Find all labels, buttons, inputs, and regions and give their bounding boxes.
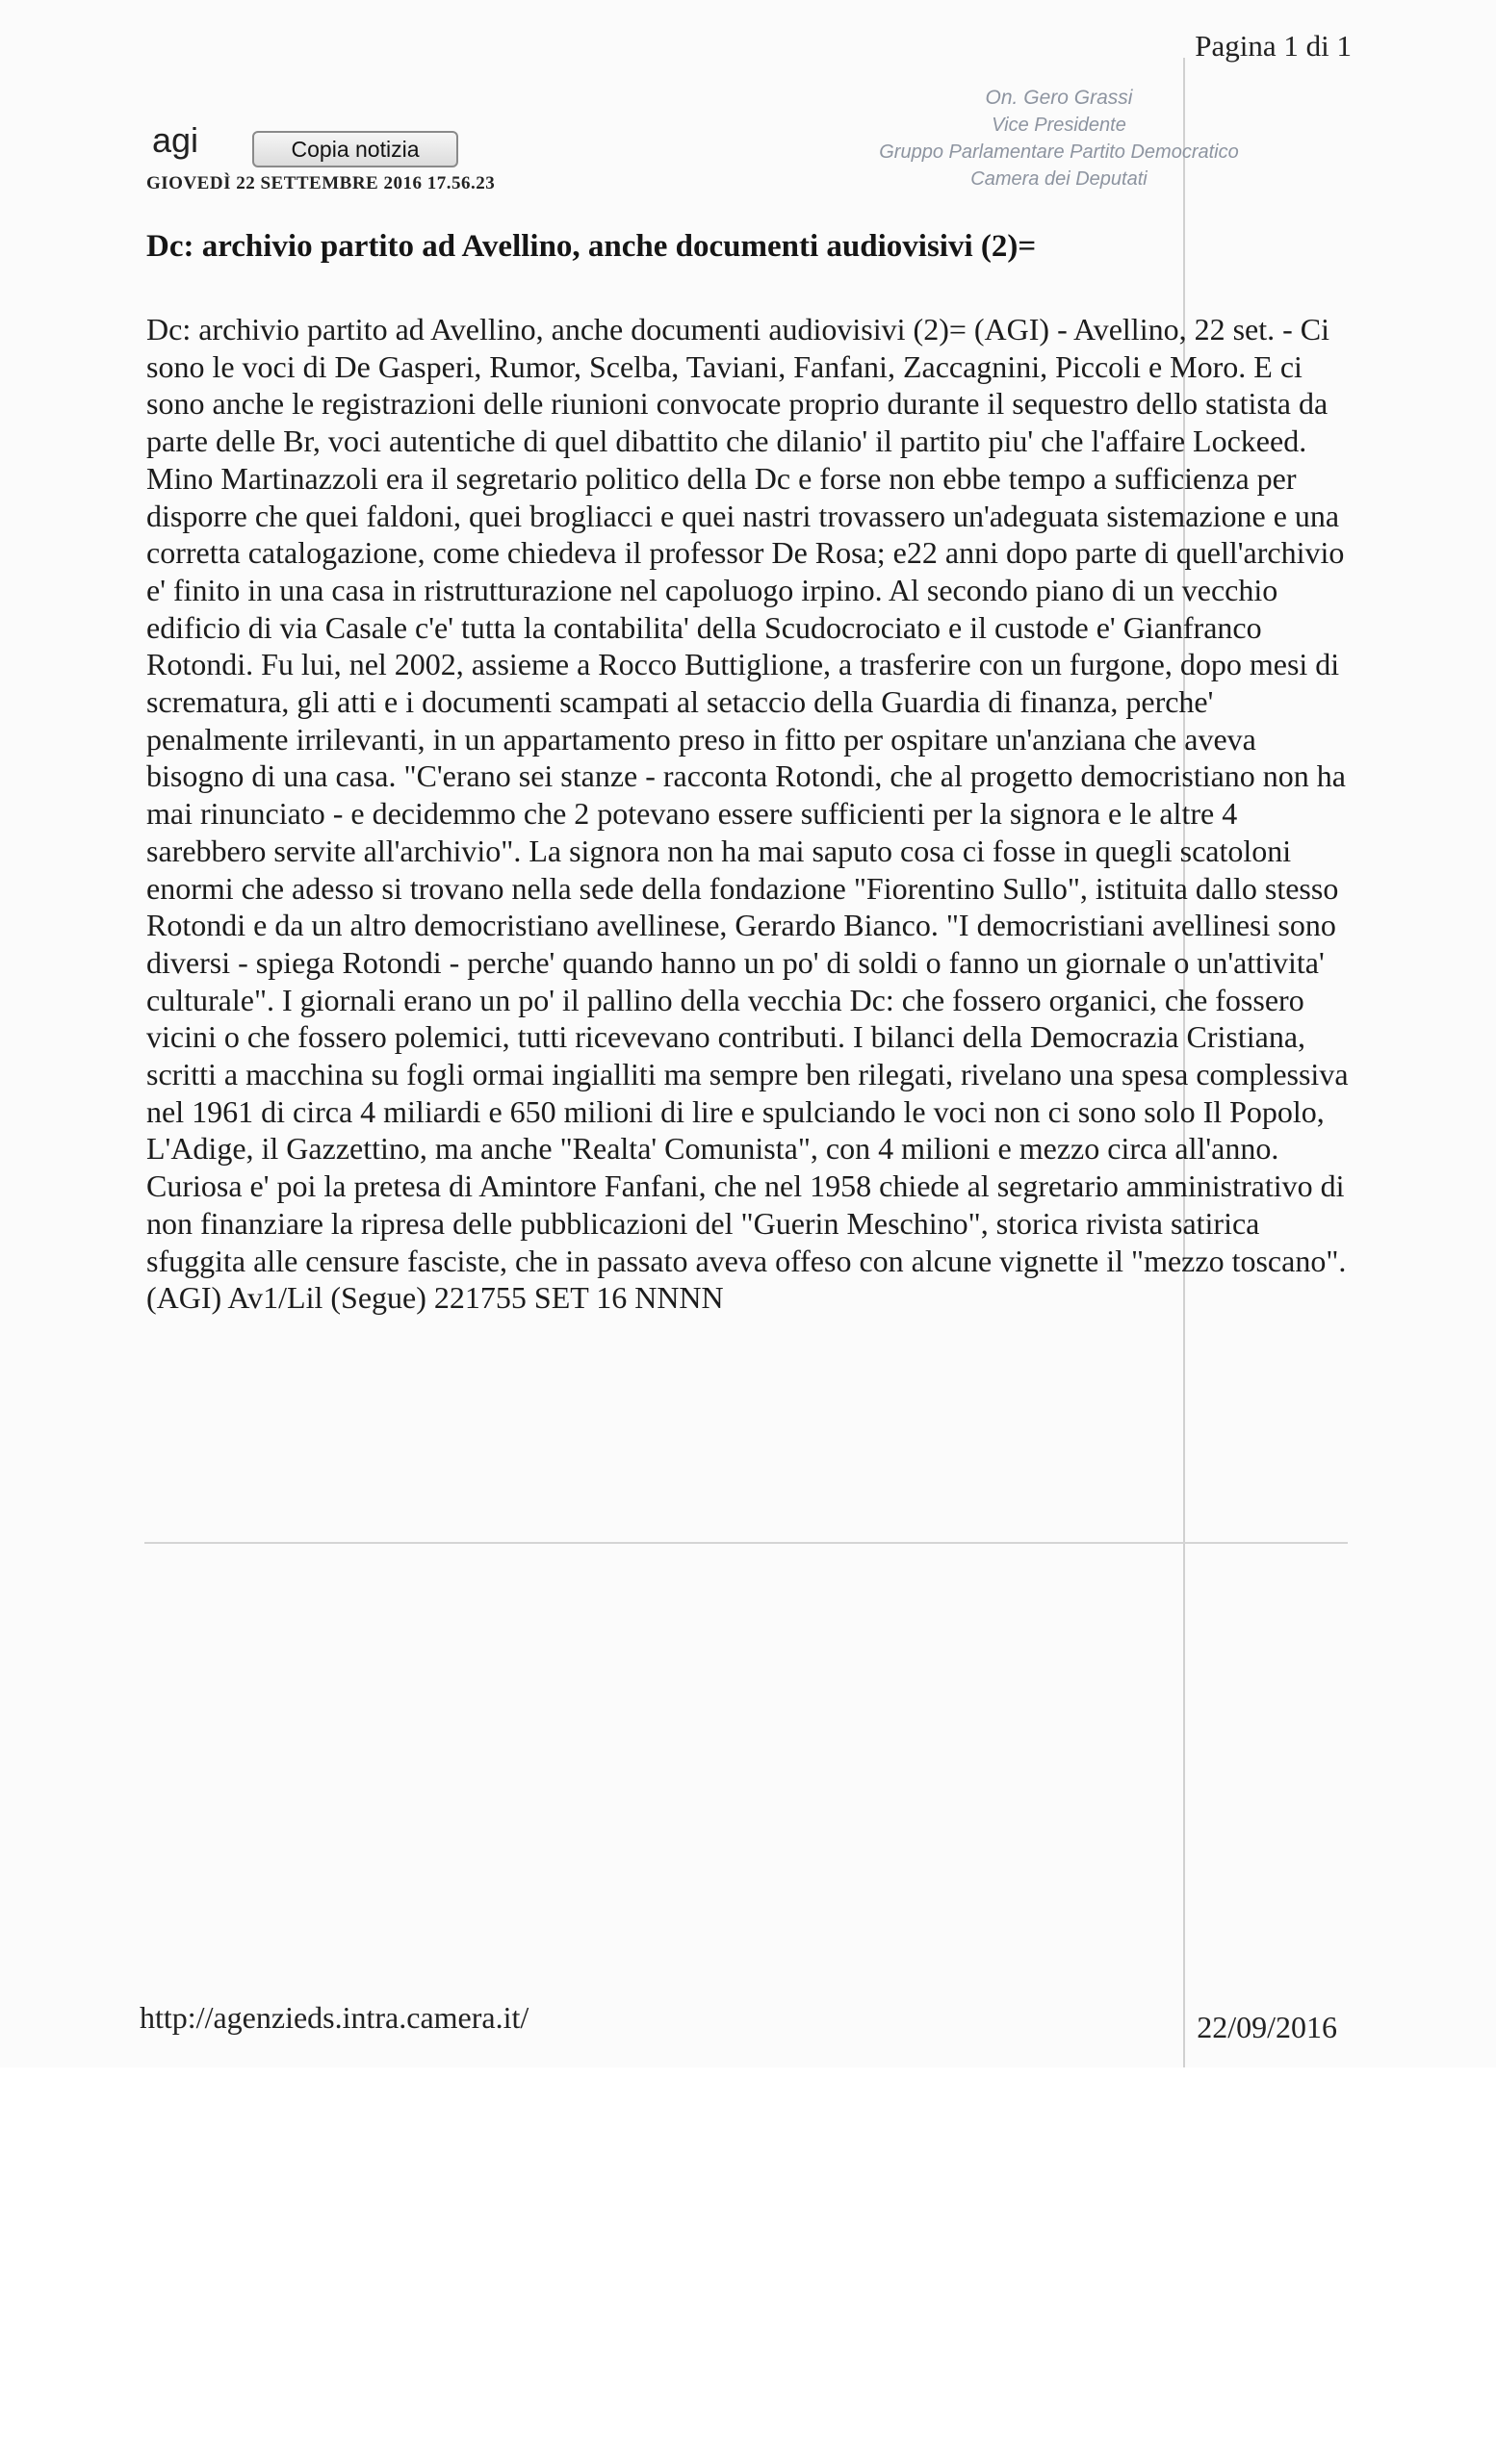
article-headline: Dc: archivio partito ad Avellino, anche documenti audiovisivi (2)=	[146, 229, 1037, 264]
stamp-chamber: Camera dei Deputati	[970, 168, 1148, 190]
deputy-stamp	[847, 85, 1271, 192]
agi-logo: agi	[152, 120, 199, 160]
separator-rule	[144, 1542, 1348, 1544]
news-dateline: GIOVEDÌ 22 SETTEMBRE 2016 17.56.23	[146, 173, 496, 193]
stamp-role: Vice Presidente	[992, 115, 1126, 136]
footer-date: 22/09/2016	[1197, 2010, 1337, 2044]
stamp-group: Gruppo Parlamentare Partito Democratico	[879, 141, 1239, 163]
footer-url: http://agenzieds.intra.camera.it/	[140, 2000, 529, 2035]
page-counter: Pagina 1 di 1	[1195, 29, 1352, 63]
stamp-name: On. Gero Grassi	[985, 87, 1133, 109]
copy-news-button[interactable]: Copia notizia	[252, 131, 458, 167]
article-body: Dc: archivio partito ad Avellino, anche documenti audiovisivi (2)= (AGI) - Avellino, 22 set. - Ci sono le voci di De Gasperi, Rumor, Scelba, Taviani, Fanfani, Zaccagnini, Piccoli e Moro. E ci sono anche le registrazioni delle riunioni convocate proprio durante il sequestro dello statista da parte delle Br, voci autentiche di quel dibattito che dilanio' il partito piu' che l'affaire Lockeed. Mino Martinazzoli era il segretario politico della Dc e forse non ebbe tempo a sufficienza per disporre che quei faldoni, quei brogliacci e quei nastri trovassero un'adeguata sistemazione e una corretta catalogazione, come chiedeva il professor De Rosa; e22 anni dopo parte di quell'archivio e' finito in una casa in ristrutturazione nel capoluogo irpino. Al secondo piano di un vecchio edificio di via Casale c'e' tutta la contabilita' della Scudocrociato e il custode e' Gianfranco Rotondi. Fu lui, nel 2002, assieme a Rocco Buttiglione, a trasferire con un furgone, dopo mesi di scrematura, gli atti e i documenti scampati al setaccio della Guardia di finanza, perche' penalmente irrilevanti, in un appartamento preso in fitto per ospitare un'anziana che aveva bisogno di una casa. "C'erano sei stanze - racconta Rotondi, che al progetto democristiano non ha mai rinunciato - e decidemmo che 2 potevano essere sufficienti per la signora e le altre 4 sarebbero servite all'archivio". La signora non ha mai saputo cosa ci fosse in quegli scatoloni enormi che adesso si trovano nella sede della fondazione "Fiorentino Sullo", istituita dallo stesso Rotondi e da un altro democristiano avellinese, Gerardo Bianco. "I democristiani avellinesi sono diversi - spiega Rotondi - perche' quando hanno un po' di soldi o fanno un giornale o un'attivita' culturale". I giornali erano un po' il pallino della vecchia Dc: che fossero organici, che fossero vicini o che fossero polemici, tutti ricevevano contributi. I bilanci della Democrazia Cristiana, scritti a macchina su fogli ormai ingialliti ma sempre ben rilegati, rivelano una spesa complessiva nel 1961 di circa 4 miliardi e 650 milioni di lire e spulciando le voci non ci sono solo Il Popolo, L'Adige, il Gazzettino, ma anche "Realta' Comunista", con 4 milioni e mezzo circa all'anno. Curiosa e' poi la pretesa di Amintore Fanfani, che nel 1958 chiede al segretario amministrativo di non finanziare la ripresa delle pubblicazioni del "Guerin Meschino", storica rivista satirica sfuggita alle censure fasciste, che in passato aveva offeso con alcune vignette il "mezzo toscano". (AGI) Av1/Lil (Segue) 221755 SET 16 NNNN	[146, 312, 1349, 1316]
